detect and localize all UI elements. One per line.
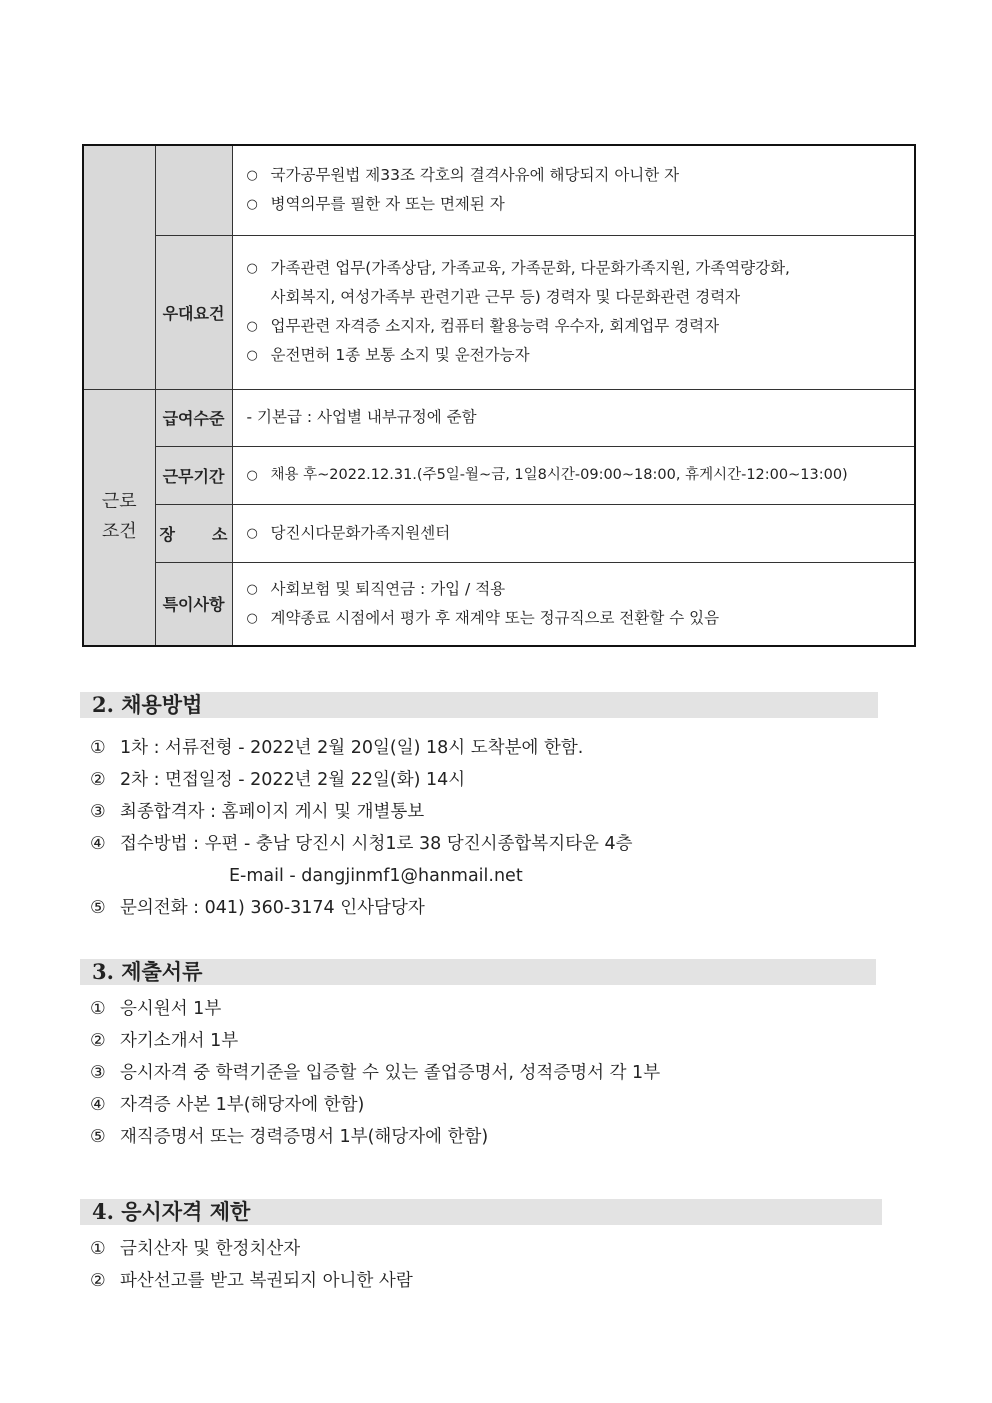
list-item: ○ 당진시다문화가족지원센터	[247, 519, 905, 548]
category-label-line1: 근로	[101, 491, 137, 513]
list-item	[90, 1061, 660, 1085]
list-item	[90, 736, 583, 760]
item-text: 접수방법 : 우편 - 충남 당진시 시청1로 38 당진시종합복지타운 4층	[120, 834, 633, 854]
item-number: ④	[90, 1095, 106, 1115]
item-text: 최종합격자 : 홈페이지 게시 및 개별통보	[120, 802, 425, 822]
section-heading-hiring-method: 2. 채용방법	[80, 692, 878, 718]
table-row	[83, 446, 915, 504]
list-item-continuation: 사회복지, 여성가족부 관련기관 근무 등) 경력자 및 다문화관련 경력자	[270, 288, 741, 306]
table-row	[83, 562, 915, 646]
list-item	[90, 832, 633, 856]
list-item: ○ 채용 후~2022.12.31.(주5일-월~금, 1일8시간-09:00~18:00, 휴게시간-12:00~13:00)	[247, 461, 905, 490]
item-number: ⑤	[90, 1127, 106, 1147]
list-item	[90, 1237, 300, 1261]
item-number: ②	[90, 770, 106, 790]
table-row	[83, 235, 915, 389]
list-item	[90, 896, 425, 920]
content-cell	[232, 235, 915, 389]
list-item	[90, 997, 221, 1021]
requirements-table	[82, 144, 916, 647]
table-row	[83, 145, 915, 235]
content-cell	[232, 145, 915, 235]
list-item-continuation	[229, 864, 523, 888]
table-row	[83, 389, 915, 446]
item-number: ⑤	[90, 898, 106, 918]
subcategory-label: 특이사항	[155, 562, 232, 646]
list-item: ○ 병역의무를 필한 자 또는 면제된 자	[247, 190, 905, 219]
item-number: ②	[90, 1031, 106, 1051]
content-cell	[232, 562, 915, 646]
item-text: 자격증 사본 1부(해당자에 한함)	[120, 1095, 365, 1115]
item-text: 자기소개서 1부	[120, 1031, 239, 1051]
item-number: ①	[90, 1239, 106, 1259]
list-item	[90, 800, 424, 824]
category-label-line2: 조건	[101, 521, 137, 543]
list-item: ○ 업무관련 자격증 소지자, 컴퓨터 활용능력 우수자, 회계업무 경력자	[247, 312, 905, 341]
item-number: ①	[90, 738, 106, 758]
content-cell	[232, 446, 915, 504]
category-cell-working-conditions	[83, 389, 155, 646]
subcategory-label: 장 소	[155, 504, 232, 562]
subcategory-cell-blank	[155, 145, 232, 235]
list-item: ○ 가족관련 업무(가족상담, 가족교육, 가족문화, 다문화가족지원, 가족역량강화,	[247, 254, 905, 283]
item-number: ①	[90, 999, 106, 1019]
item-text: 1차 : 서류전형 - 2022년 2월 20일(일) 18시 도착분에 한함.	[120, 738, 584, 758]
item-text: 응시자격 중 학력기준을 입증할 수 있는 졸업증명서, 성적증명서 각 1부	[120, 1063, 661, 1083]
item-text: 재직증명서 또는 경력증명서 1부(해당자에 한함)	[120, 1127, 489, 1147]
section-heading-documents: 3. 제출서류	[80, 959, 876, 985]
item-number: ④	[90, 834, 106, 854]
item-number: ③	[90, 1063, 106, 1083]
content-cell	[232, 504, 915, 562]
item-text: 문의전화 : 041) 360-3174 인사담당자	[120, 898, 425, 918]
item-number: ②	[90, 1271, 106, 1291]
list-item: ○ 운전면허 1종 보통 소지 및 운전가능자	[247, 341, 905, 370]
item-text: 파산선고를 받고 복권되지 아니한 사람	[120, 1271, 413, 1291]
item-text: 2차 : 면접일정 - 2022년 2월 22일(화) 14시	[120, 770, 466, 790]
content-cell	[232, 389, 915, 446]
list-item	[90, 1093, 364, 1117]
list-item: ○ 사회보험 및 퇴직연금 : 가입 / 적용	[247, 575, 905, 604]
list-item	[90, 1029, 238, 1053]
list-item: ○ 계약종료 시점에서 평가 후 재계약 또는 정규직으로 전환할 수 있음	[247, 604, 905, 633]
salary-text: - 기본급 : 사업별 내부규정에 준함	[246, 408, 477, 426]
list-item	[90, 768, 465, 792]
list-item: ○ 국가공무원법 제33조 각호의 결격사유에 해당되지 아니한 자	[247, 161, 905, 190]
subcategory-label: 근무기간	[155, 446, 232, 504]
list-item	[90, 1125, 488, 1149]
section-heading-restrictions: 4. 응시자격 제한	[80, 1199, 882, 1225]
item-number: ③	[90, 802, 106, 822]
subcategory-label: 우대요건	[155, 235, 232, 389]
subcategory-label: 급여수준	[155, 389, 232, 446]
item-text: 응시원서 1부	[120, 999, 222, 1019]
item-text: E-mail - dangjinmf1@hanmail.net	[229, 866, 523, 886]
item-text: 금치산자 및 한정치산자	[120, 1239, 301, 1259]
list-item	[90, 1269, 413, 1293]
category-cell-qualification	[83, 145, 155, 389]
table-row	[83, 504, 915, 562]
